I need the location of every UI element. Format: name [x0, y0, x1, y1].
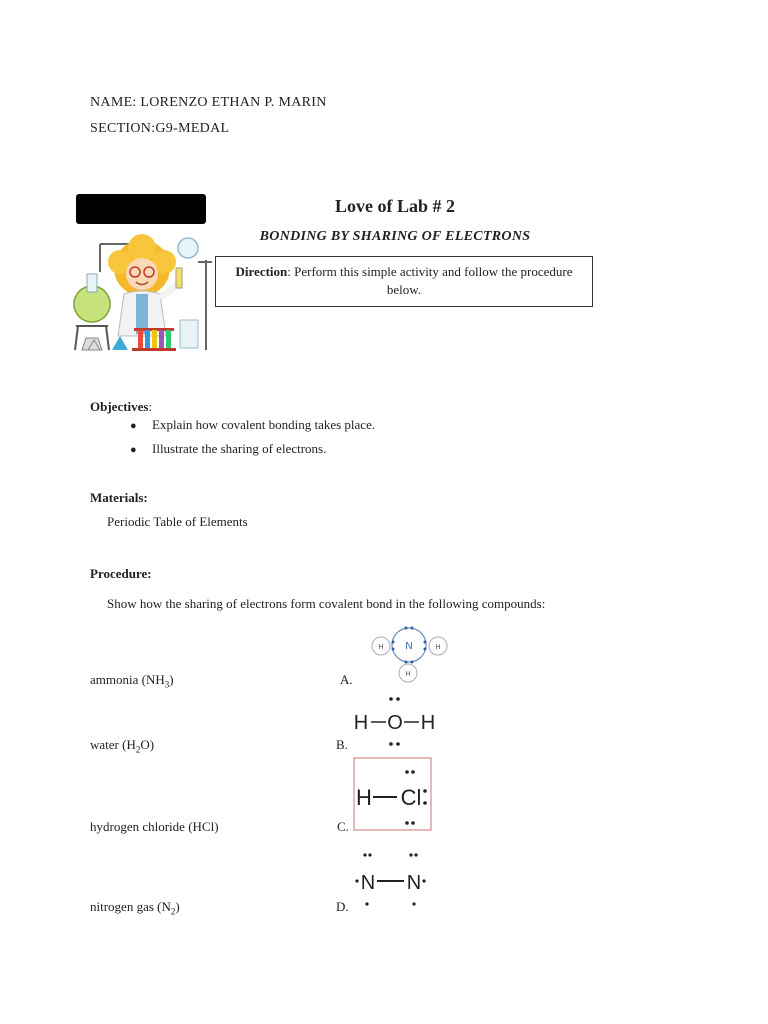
- answer-letter-c: C.: [337, 819, 349, 834]
- objective-item: ● Explain how covalent bonding takes place.: [130, 417, 376, 432]
- water-o: O: [387, 712, 403, 734]
- hcl-cl: Cl: [400, 785, 422, 810]
- hcl-h: H: [356, 785, 372, 810]
- ammonia-n-symbol: N: [405, 641, 413, 652]
- hcl-diagram: [353, 757, 433, 831]
- materials-item: Periodic Table of Elements: [107, 514, 248, 529]
- water-diagram: [350, 692, 440, 750]
- compound-ammonia: ammonia $(NH_3)$: [90, 672, 174, 690]
- materials-heading: Materials:: [90, 490, 148, 505]
- water-h-right: H: [420, 712, 436, 734]
- water-h-left: H: [353, 712, 369, 734]
- answer-letter-b: B.: [336, 737, 348, 752]
- answer-letter-a: A.: [340, 672, 353, 687]
- activity-title: Love of Lab # 2: [334, 196, 455, 216]
- direction-label: Direction: [235, 264, 288, 279]
- black-label-bar: [76, 194, 206, 224]
- answer-letter-d: D.: [336, 899, 349, 914]
- direction-box: [215, 256, 593, 307]
- compound-hydrogen-chloride: hydrogen chloride (HCl): [90, 819, 219, 834]
- ammonia-h-symbol: H: [378, 644, 384, 651]
- student-name: NAME: LORENZO ETHAN P. MARIN: [90, 95, 327, 110]
- ammonia-diagram: [366, 622, 450, 686]
- compound-nitrogen-gas: nitrogen gas $(N_2)$: [90, 899, 180, 917]
- student-section: SECTION:G9-MEDAL: [90, 121, 230, 136]
- ammonia-h-symbol: H: [435, 644, 441, 651]
- n2-diagram: [352, 850, 428, 910]
- objective-item: ● Illustrate the sharing of electrons.: [130, 441, 327, 456]
- n2-n-right: N: [406, 872, 422, 894]
- compound-water: water $(H_2O)$: [90, 737, 155, 755]
- objectives-heading: Objectives:: [90, 399, 153, 414]
- scientist-illustration: [72, 232, 214, 354]
- activity-subtitle: BONDING BY SHARING OF ELECTRONS: [259, 229, 531, 244]
- direction-text: : Perform this simple activity and follow the procedure below.: [287, 264, 573, 297]
- procedure-instruction: Show how the sharing of electrons form covalent bond in the following compounds:: [107, 596, 546, 611]
- ammonia-h-symbol: H: [405, 671, 411, 678]
- procedure-heading: Procedure:: [90, 566, 152, 581]
- n2-n-left: N: [360, 872, 376, 894]
